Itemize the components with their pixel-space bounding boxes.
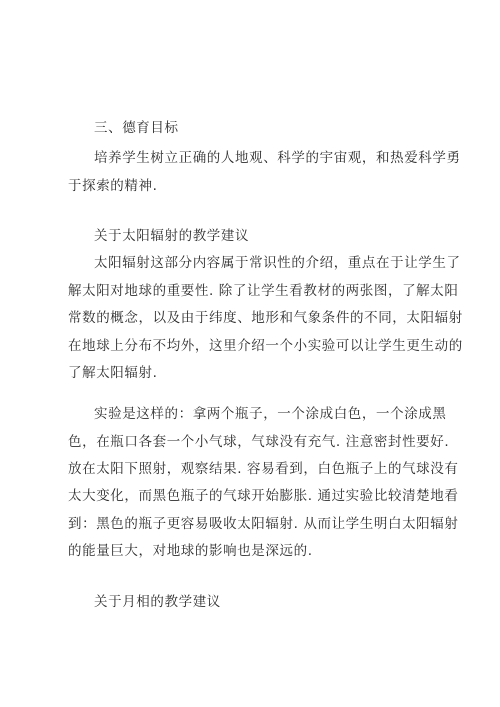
section-heading-moon-phase: 关于月相的教学建议: [94, 594, 221, 610]
section-heading-moral-goals: 三、德育目标: [94, 120, 179, 136]
paragraph-line: 解太阳对地球的重要性. 除了让学生看教材的两张图，了解太阳: [68, 283, 459, 299]
paragraph-line: 到：黑色的瓶子更容易吸收太阳辐射. 从而让学生明白太阳辐射: [68, 516, 459, 532]
section-heading-solar-radiation: 关于太阳辐射的教学建议: [94, 228, 250, 244]
paragraph-line: 了解太阳辐射.: [68, 365, 158, 381]
paragraph-line: 于探索的精神.: [68, 178, 158, 194]
paragraph-line: 的能量巨大，对地球的影响也是深远的.: [68, 543, 313, 559]
paragraph-line: 色，在瓶口各套一个小气球，气球没有充气. 注意密封性要好.: [68, 434, 450, 450]
paragraph-line: 培养学生树立正确的人地观、科学的宇宙观，和热爱科学勇: [94, 150, 461, 166]
paragraph-line: 实验是这样的：拿两个瓶子，一个涂成白色，一个涂成黑: [94, 406, 447, 422]
paragraph-line: 太阳辐射这部分内容属于常识性的介绍，重点在于让学生了: [94, 255, 461, 271]
paragraph-line: 放在太阳下照射，观察结果. 容易看到，白色瓶子上的气球没有: [68, 461, 459, 477]
paragraph-line: 在地球上分布不均外，这里介绍一个小实验可以让学生更生动的: [68, 338, 463, 354]
paragraph-line: 常数的概念，以及由于纬度、地形和气象条件的不同，太阳辐射: [68, 310, 463, 326]
paragraph-line: 太大变化，而黑色瓶子的气球开始膨胀. 通过实验比较清楚地看: [68, 488, 459, 504]
